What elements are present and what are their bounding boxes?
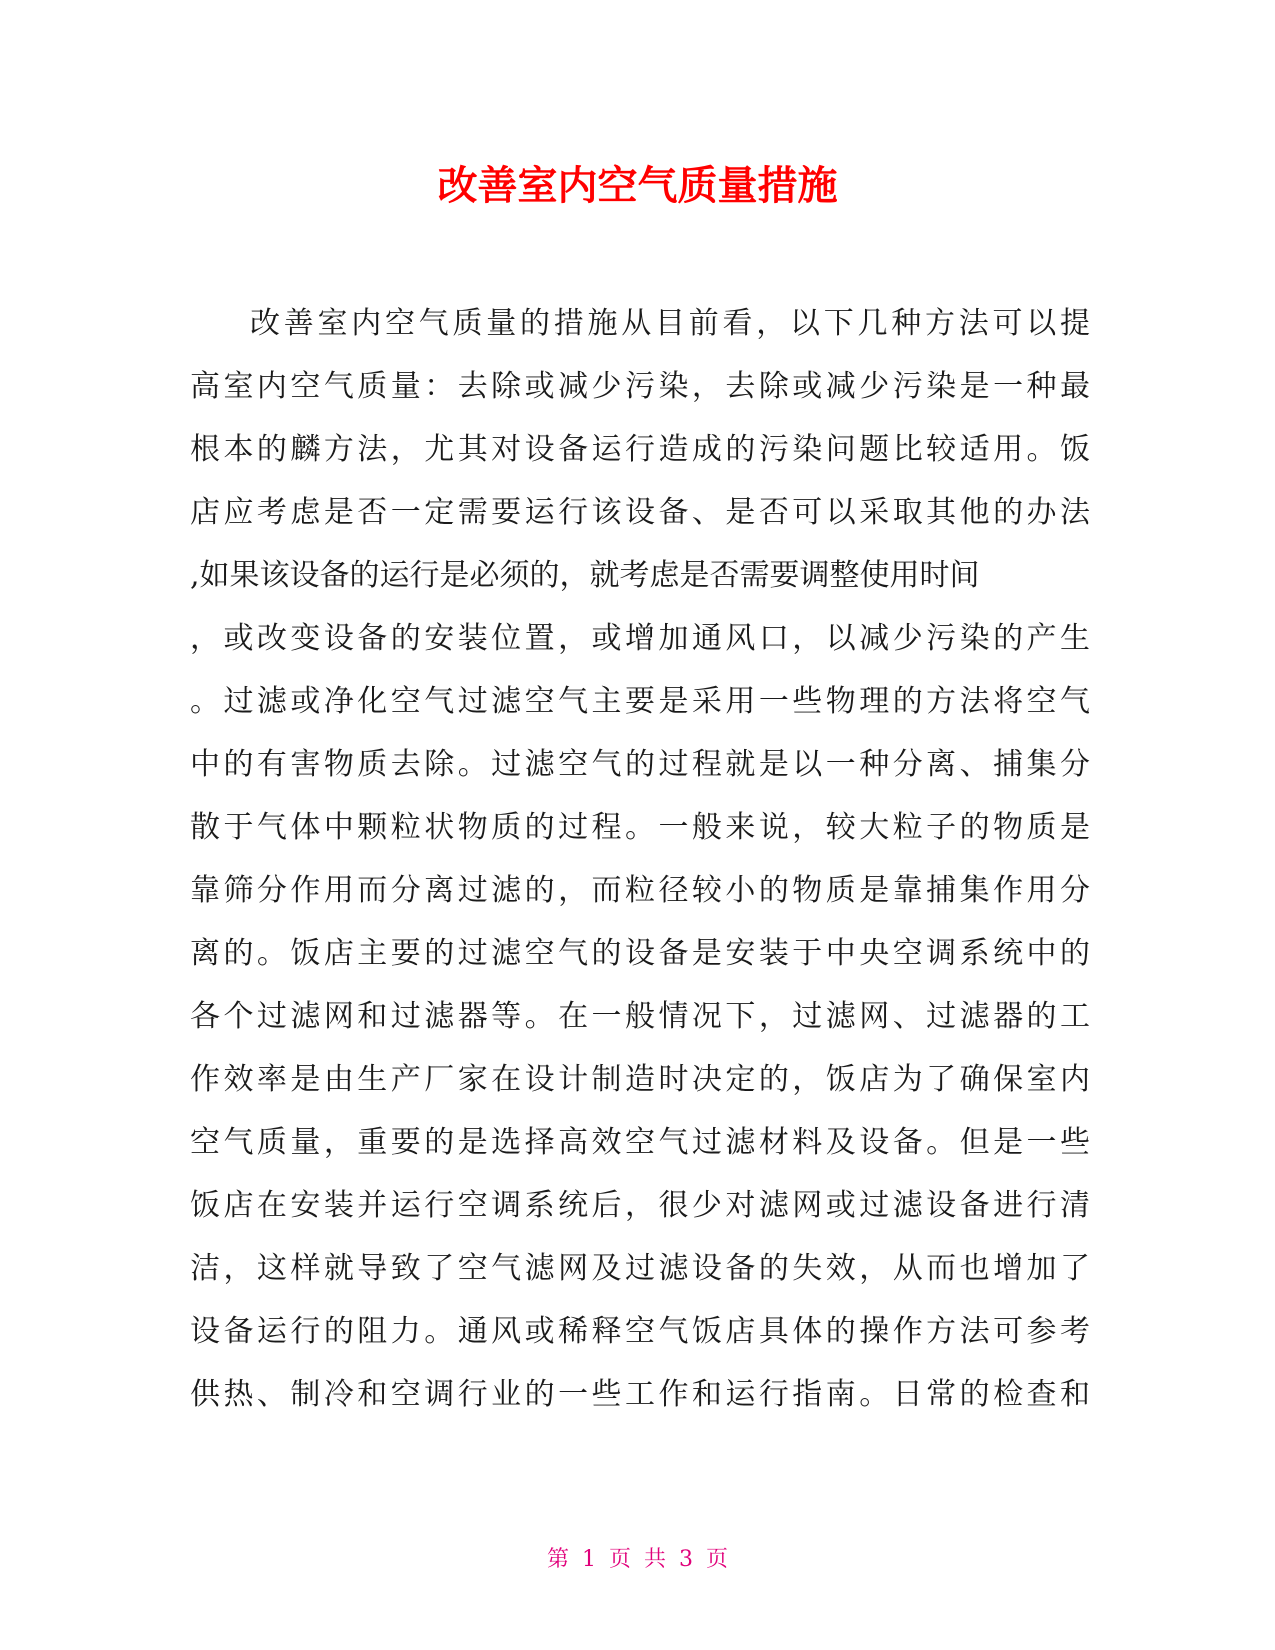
document-title: 改善室内空气质量措施 — [437, 163, 838, 209]
body-line: ，或改变设备的安装位置，或增加通风口，以减少污染的产生 — [190, 621, 1090, 656]
body-line: 作效率是由生产厂家在设计制造时决定的，饭店为了确保室内 — [190, 1062, 1090, 1097]
body-line: 。过滤或净化空气过滤空气主要是采用一些物理的方法将空气 — [190, 684, 1090, 719]
body-line: 店应考虑是否一定需要运行该设备、是否可以采取其他的办法 — [190, 495, 1090, 530]
body-line: ,如果该设备的运行是必须的，就考虑是否需要调整使用时间 — [190, 558, 980, 593]
body-line: 供热、制冷和空调行业的一些工作和运行指南。日常的检查和 — [190, 1377, 1090, 1412]
body-line: 离的。饭店主要的过滤空气的设备是安装于中央空调系统中的 — [190, 936, 1090, 971]
body-line: 空气质量，重要的是选择高效空气过滤材料及设备。但是一些 — [190, 1125, 1090, 1160]
body-line: 靠筛分作用而分离过滤的，而粒径较小的物质是靠捕集作用分 — [190, 873, 1090, 908]
body-line: 中的有害物质去除。过滤空气的过程就是以一种分离、捕集分 — [190, 747, 1090, 782]
page-number-footer: 第 1 页 共 3 页 — [547, 1547, 728, 1572]
body-line: 改善室内空气质量的措施从目前看，以下几种方法可以提 — [250, 306, 1090, 341]
body-line: 根本的麟方法，尤其对设备运行造成的污染问题比较适用。饭 — [190, 432, 1090, 467]
body-line: 各个过滤网和过滤器等。在一般情况下，过滤网、过滤器的工 — [190, 999, 1090, 1034]
body-line: 洁，这样就导致了空气滤网及过滤设备的失效，从而也增加了 — [190, 1251, 1090, 1286]
body-text — [190, 292, 1090, 1426]
body-line: 散于气体中颗粒状物质的过程。一般来说，较大粒子的物质是 — [190, 810, 1090, 845]
body-line: 高室内空气质量：去除或减少污染，去除或减少污染是一种最 — [190, 369, 1090, 404]
body-line: 设备运行的阻力。通风或稀释空气饭店具体的操作方法可参考 — [190, 1314, 1090, 1349]
body-line: 饭店在安装并运行空调系统后，很少对滤网或过滤设备进行清 — [190, 1188, 1090, 1223]
